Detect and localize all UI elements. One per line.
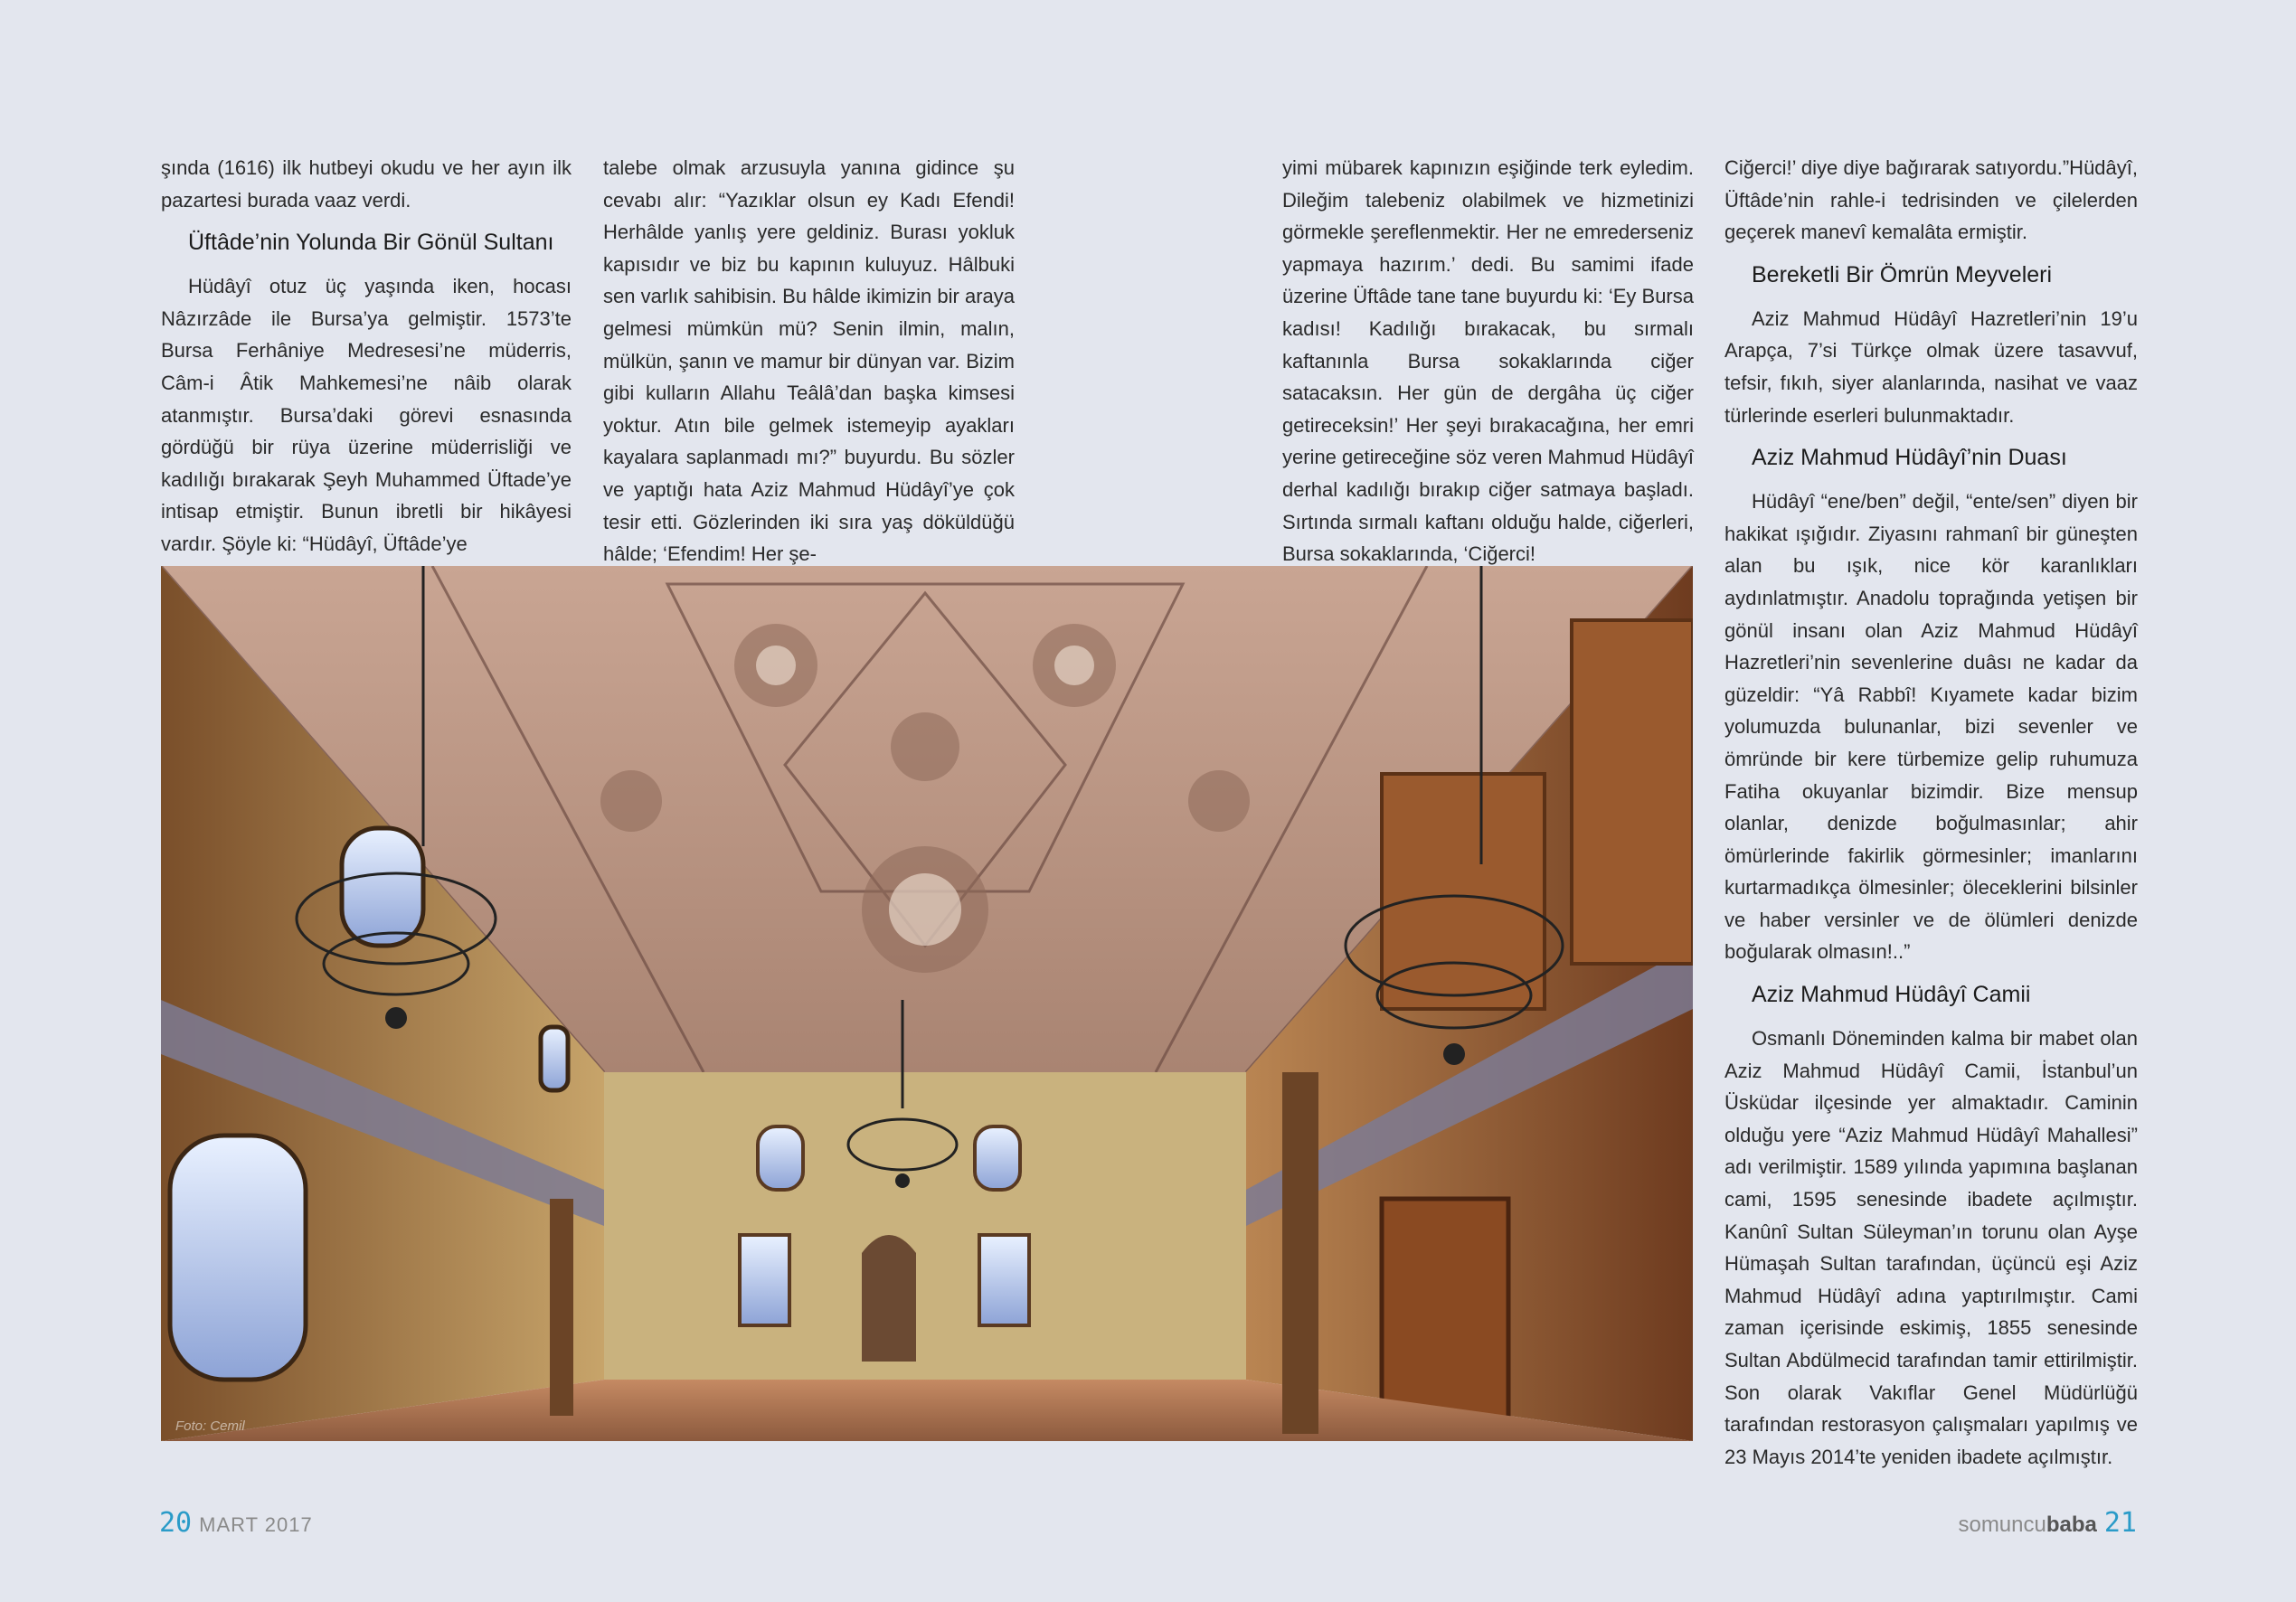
paragraph: Ciğerci!’ diye diye bağırarak satıyordu.”Hüdâyî, Üftâde’nin rahle-i tedrisinden ve çilelerden geçerek manevî kemalâta ermiştir. bbox=[1724, 156, 2138, 244]
page-number-left: 20 bbox=[159, 1507, 193, 1539]
issue-date: MART 2017 bbox=[199, 1513, 313, 1536]
brand-bold: baba bbox=[2046, 1512, 2097, 1537]
text-column-1 bbox=[161, 152, 572, 561]
paragraph: Hüdâyî “ene/ben” değil, “ente/sen” diyen bir hakikat ışığıdır. Ziyasını rahmanî bir güneşten alan bu ışık, nice kör karanlıkları aydınlatmıştır. Anadolu toprağında yetişen bir gönül insanı olan Aziz Mahmud Hüdâyî Hazretleri’nin sevenlerine duâsı ne kadar da güzeldir: “Yâ Rabbî! Kıyamete kadar bizim yolumuzda bulunanlar, bizi sevenler ve ömründe bir kere türbemize gelip ruhumuza Fatiha okuyanlar bizimdir. Bize mensup olanlar, denizde boğulmasınlar; ahir ömürlerinde fakirlik görmesinler; imanlarını kurtarmadıkça ölmesinler; öleceklerini bilsinler ve haber versinler ve de ölümleri denizde boğularak olmasın!..” bbox=[1724, 490, 2138, 964]
text-column-2 bbox=[603, 152, 1015, 570]
paragraph: Aziz Mahmud Hüdâyî Hazretleri’nin 19’u Arapça, 7’si Türkçe olmak üzere tasavvuf, tefsir, fıkıh, siyer alanlarında, nasihat ve vaaz türlerinde eserleri bulunmaktadır. bbox=[1724, 306, 2138, 427]
text-column-4 bbox=[1724, 152, 2138, 1473]
photo-credit: Foto: Cemil bbox=[175, 1418, 245, 1434]
paragraph: Hüdâyî otuz üç yaşında iken, hocası Nâzırzâde ile Bursa’ya gelmiştir. 1573’te Bursa Ferhâniye Medresesi’ne müderris, Câm-i Âtik Mahkemesi’ne nâib olarak atanmıştır. Bursa’daki görevi esnasında gördüğü bir rüya üzerine müderrisliği ve kadılığı bırakarak Şeyh Muhammed Üftade’ye intisap etmiştir. Bunun ibretli bir hikâyesi vardır. Şöyle ki: “Hüdâyî, Üftâde’ye bbox=[161, 275, 572, 555]
mosque-interior-illustration bbox=[161, 566, 1693, 1441]
section-heading-duasi: Aziz Mahmud Hüdâyî’nin Duası bbox=[1752, 445, 2067, 471]
section-heading-camii: Aziz Mahmud Hüdâyî Camii bbox=[1752, 982, 2031, 1008]
paragraph: şında (1616) ilk hutbeyi okudu ve her ayın ilk pazartesi burada vaaz verdi. bbox=[161, 156, 572, 212]
section-heading-uftade: Üftâde’nin Yolunda Bir Gönül Sultanı bbox=[188, 230, 554, 256]
folio-right bbox=[1958, 1508, 2137, 1541]
mosque-interior-photo bbox=[161, 566, 1693, 1441]
magazine-logo bbox=[1958, 1512, 2096, 1537]
page-number-right: 21 bbox=[2103, 1507, 2137, 1539]
paragraph: yimi mübarek kapınızın eşiğinde terk eyledim. Dileğim talebeniz olabilmek ve hizmetinizi görmekle şereflenmektir. Her ne emrederseniz yapmaya hazırım.’ dedi. Bu samimi ifade üzerine Üftâde tane tane buyurdu ki: ‘Ey Bursa kadısı! Kadılığı bırakacak, bu sırmalı kaftanınla Bursa sokaklarında ciğer satacaksın. Her gün de dergâha üç ciğer getireceksin!’ Her şeyi bırakacağına, her emri yerine getireceğine söz veren Mahmud Hüdâyî derhal kadılığı bırakıp ciğer satmaya başladı. Sırtında sırmalı kaftanı olduğu halde, ciğerleri, Bursa sokaklarında, ‘Ciğerci! bbox=[1282, 156, 1694, 566]
text-column-3 bbox=[1282, 152, 1694, 570]
paragraph: Osmanlı Döneminden kalma bir mabet olan Aziz Mahmud Hüdâyî Camii, İstanbul’un Üsküdar ilçesinde yer almaktadır. Caminin olduğu yere “Aziz Mahmud Hüdâyî Mahallesi” adı verilmiştir. 1589 yılında yapımına başlanan cami, 1595 senesinde ibadete açılmıştır. Kanûnî Sultan Süleyman’ın torunu olan Ayşe Hümaşah Sultan tarafından, üçüncü eşi Aziz Mahmud Hüdâyî adına yaptırılmıştır. Cami zaman içerisinde eskimiş, 1855 senesinde Sultan Abdülmecid tarafından tamir ettirilmiştir. Son olarak Vakıflar Genel Müdürlüğü tarafından restorasyon çalışmaları yapılmış ve 23 Mayıs 2014’te yeniden ibadete açılmıştır. bbox=[1724, 1027, 2138, 1468]
folio-left bbox=[159, 1508, 313, 1541]
paragraph: talebe olmak arzusuyla yanına gidince şu cevabı alır: “Yazıklar olsun ey Kadı Efendi! Herhâlde yanlış yere geldiniz. Burası yokluk kapısıdır ve biz bu kapının kuluyuz. Hâlbuki sen varlık sahibisin. Bu hâlde ikimizin bir araya gelmesi mümkün mü? Senin ilmin, malın, mülkün, şanın ve mamur bir dünyan var. Bizim gibi kulların Allahu Teâlâ’dan başka kimsesi yoktur. Atın bile gelmek istemeyip ayakları kayalara saplanmadı mı?” buyurdu. Bu sözler ve yaptığı hata Aziz Mahmud Hüdâyî’ye çok tesir etti. Gözlerinden iki sıra yaş döküldüğü hâlde; ‘Efendim! Her şe- bbox=[603, 156, 1015, 566]
brand-light: somuncu bbox=[1958, 1512, 2046, 1537]
section-heading-bereketli: Bereketli Bir Ömrün Meyveleri bbox=[1752, 261, 2053, 287]
